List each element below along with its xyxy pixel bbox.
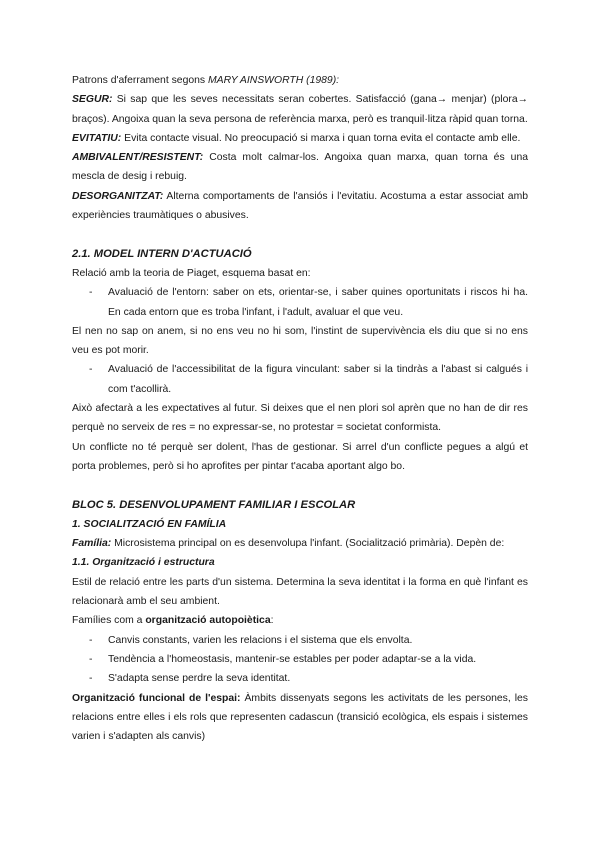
section-2-1-intro: Relació amb la teoria de Piaget, esquema basat en: (72, 267, 311, 279)
list-item: - Avaluació de l'accessibilitat de la figura vinculant: saber si la tindràs a l'abast si calgués i com t'acollirà. (89, 364, 528, 395)
section-heading-2-1: 2.1. MODEL INTERN D'ACTUACIÓ (72, 247, 252, 260)
document-page (72, 71, 528, 746)
section-2-1-para1: El nen no sap on anem, si no ens veu no hi som, l'instint de supervivència els diu que si no ens veu es pot morir. (72, 325, 528, 357)
list-item: - Canvis constants, varien les relacions i el sistema que els envolta. (89, 634, 413, 646)
organitzacio-funcional: Organització funcional de l'espai: Àmbits dissenyats segons les activitats de les persones, les relacions entre elles i els rols que representen cadascun (transició ecològica, els espais i sistemes varien i s'adapten als canvis) (72, 692, 528, 743)
attachment-evitatiu: EVITATIU: Evita contacte visual. No preocupació si marxa i quan torna evita el contacte amb elle. (72, 132, 521, 144)
section-2-1-para3: Un conflicte no té perquè ser dolent, l'has de gestionar. Si arrel d'un conflicte pegues a algú et porta problemes, però si ho aprofites per pintar t'acaba aportant algo bo. (72, 441, 528, 472)
attachment-segur: SEGUR: Si sap que les seves necessitats seran cobertes. Satisfacció (gana→ menjar) (plora→ braços). Angoixa quan la seva persona de referència marxa, però es tranquil·litza ràpid quan torna. (72, 94, 528, 125)
list-item: - Tendència a l'homeostasis, mantenir-se estables per poder adaptar-se a la vida. (89, 653, 477, 665)
families-line: Famílies com a organització autopoiètica: (72, 615, 274, 627)
section-2-1-list-a (72, 283, 528, 322)
attachment-desorganitzat: DESORGANITZAT: Alterna comportaments de l'ansiós i l'evitatiu. Acostuma a estar associat amb experiències traumàtiques o abusives. (72, 190, 528, 222)
list-item: - Avaluació de l'entorn: saber on ets, orientar-se, i saber quines oportunitats i riscos hi ha. En cada entorn que es troba l'infant, i l'adult, avaluar el que veu. (89, 287, 528, 318)
list-item: - S'adapta sense perdre la seva identitat. (89, 673, 291, 685)
familia-line: Família: Microsistema principal on es desenvolupa l'infant. (Socialització primària). Depèn de: (72, 538, 505, 550)
intro-line: Patrons d'aferrament segons MARY AINSWORTH (1989): (72, 75, 340, 86)
estil-paragraph: Estil de relació entre les parts d'un sistema. Determina la seva identitat i la forma en què l'infant es relacionarà amb el seu ambient. (72, 576, 528, 608)
subheading-organitzacio: 1.1. Organització i estructura (72, 557, 215, 569)
section-2-1-para2: Això afectarà a les expectatives al futur. Si deixes que el nen plori sol aprèn que no han de dir res perquè no serveix de res = no expressar-se, no protestar = societat conformista. (72, 403, 528, 434)
bloc5-heading: BLOC 5. DESENVOLUPAMENT FAMILIAR I ESCOLAR (72, 498, 356, 511)
attachment-ambivalent: AMBIVALENT/RESISTENT: Costa molt calmar-los. Angoixa quan marxa, quan torna és una mescla de desig i rebuig. (72, 152, 528, 183)
author-name: MARY AINSWORTH (1989): (207, 75, 340, 86)
families-list (72, 631, 528, 689)
section-2-1-list-b (72, 360, 528, 399)
subheading-socialitzacio: 1. SOCIALITZACIÓ EN FAMÍLIA (72, 518, 227, 530)
